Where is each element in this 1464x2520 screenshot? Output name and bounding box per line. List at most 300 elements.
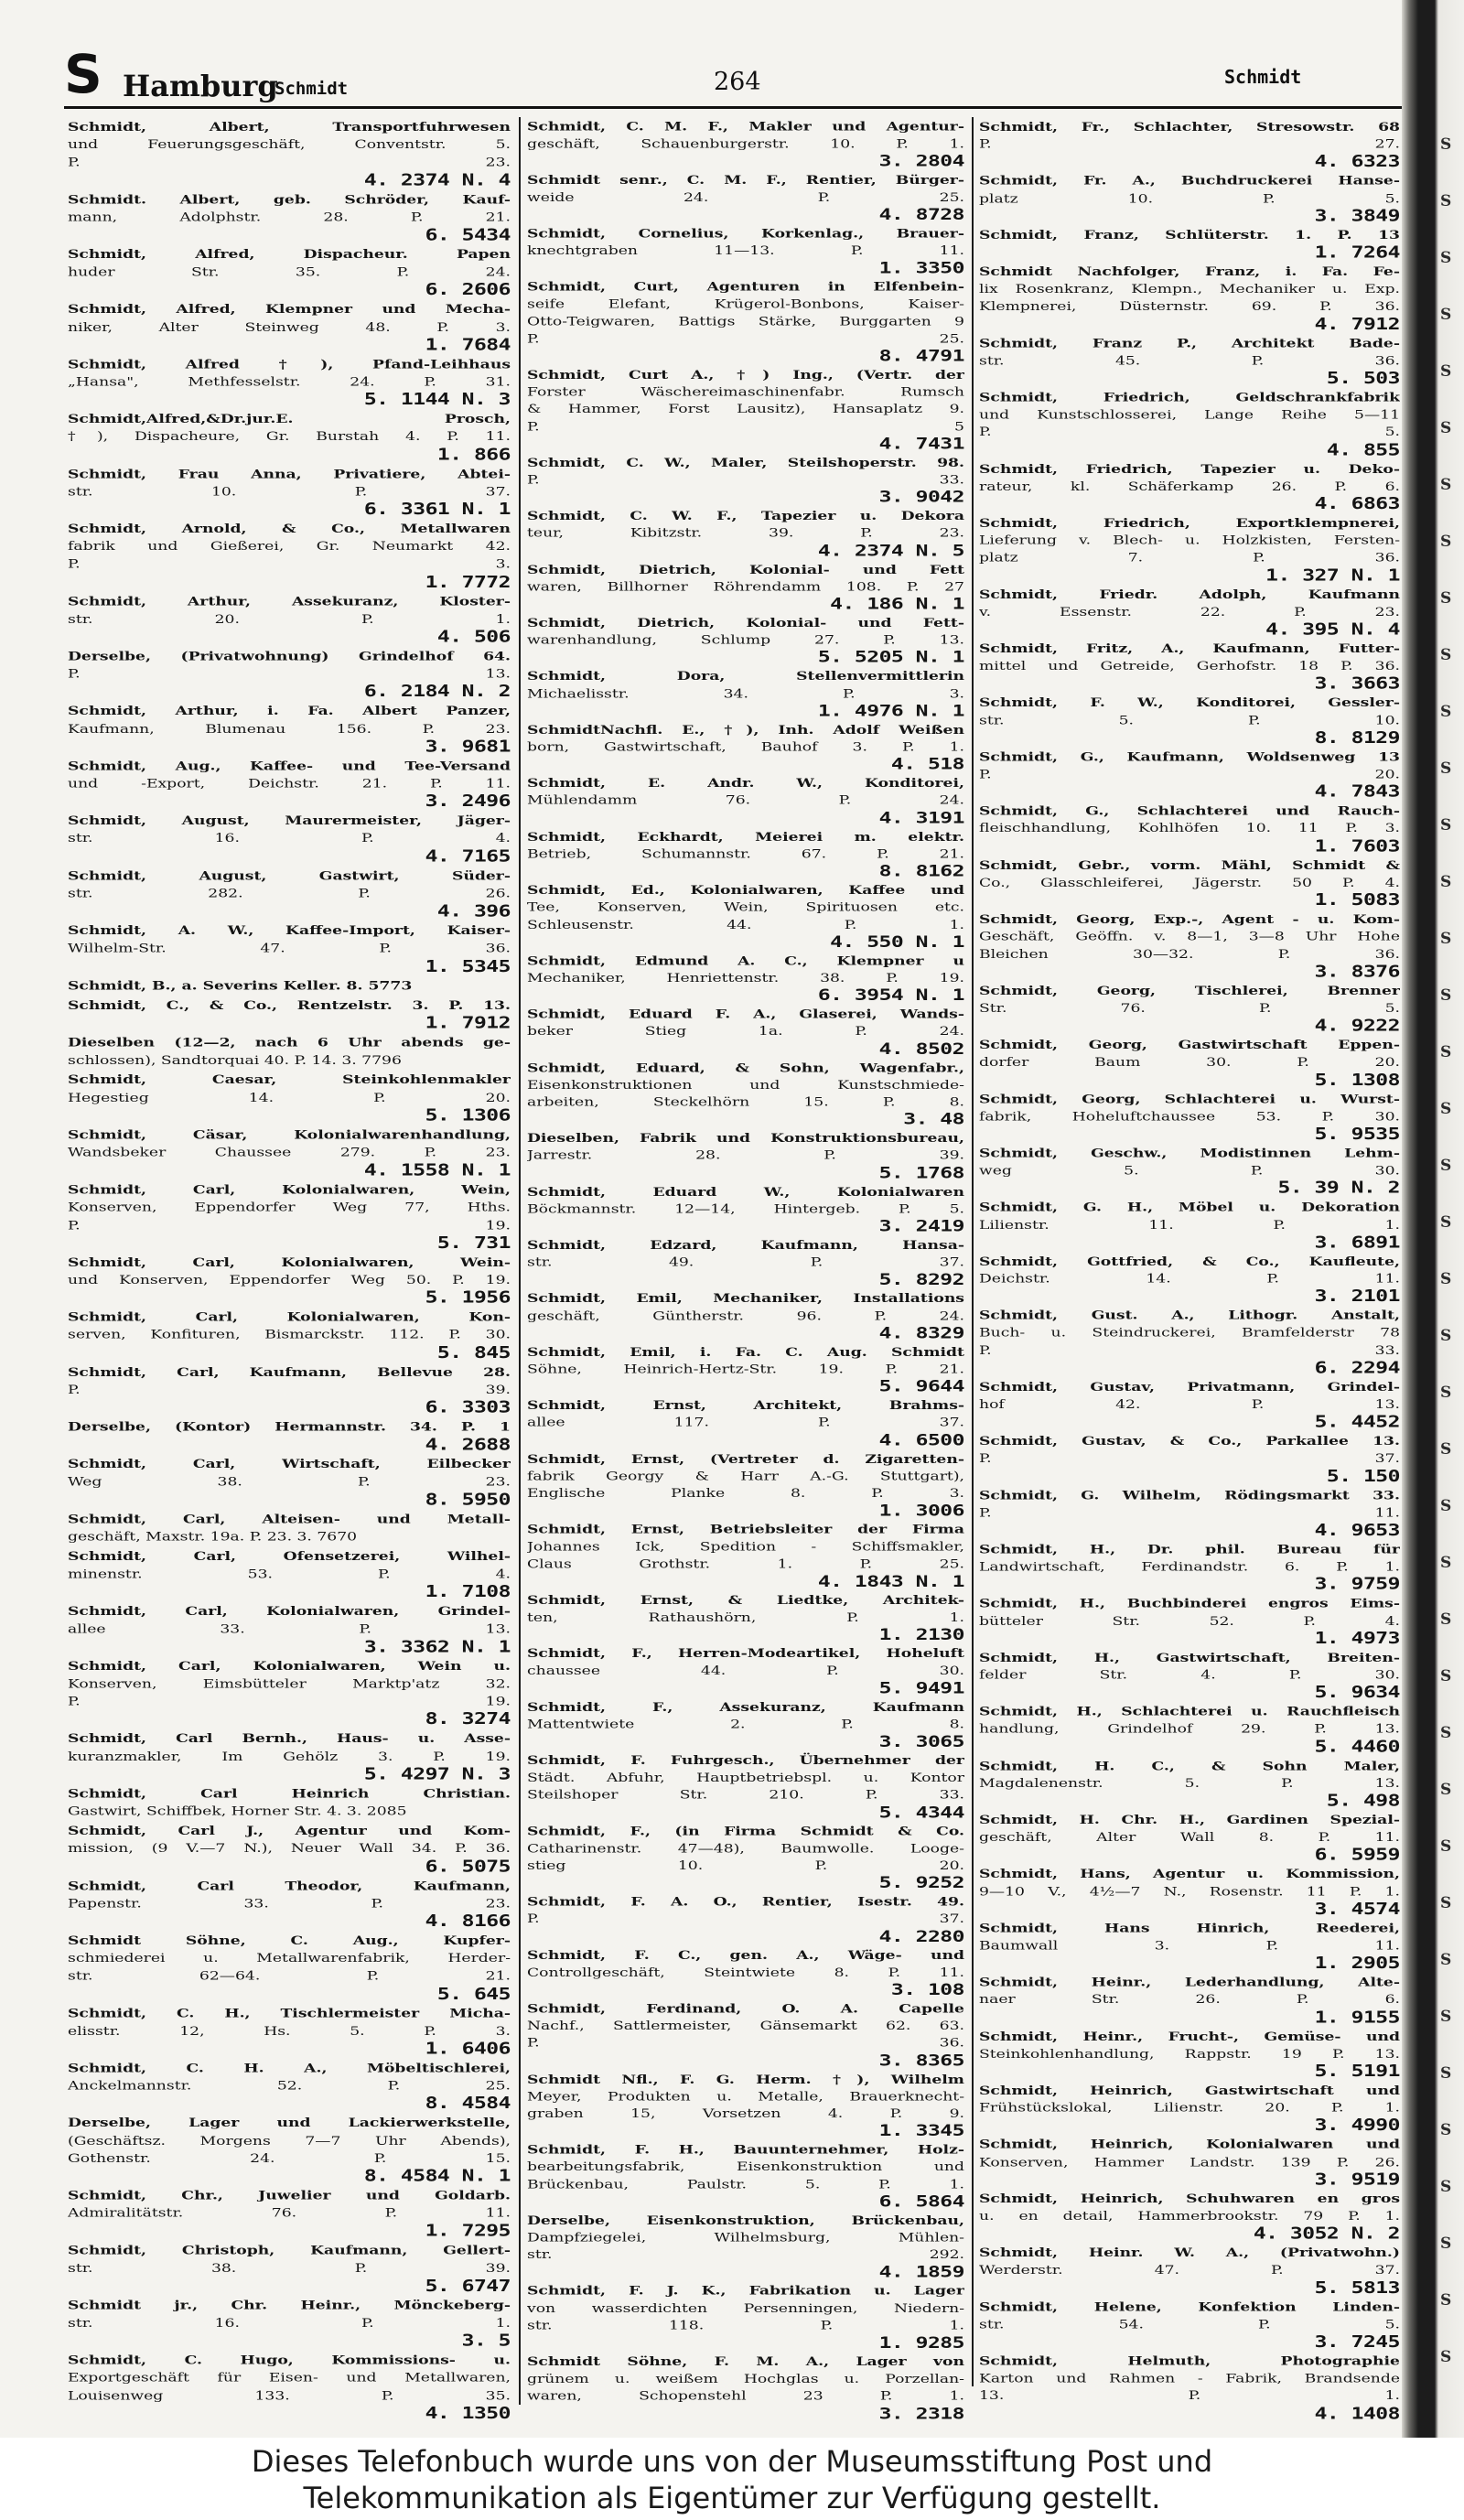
directory-entry: [68, 191, 511, 244]
entry-name-line: Schmidt, Eckhardt, Meierei m. elektr.: [527, 830, 964, 845]
entry-name-line: Schmidt, Fr. A., Buchdruckerei Hanse-: [979, 174, 1400, 188]
entry-name-line: Schmidt, Friedrich, Tapezier u. Deko-: [979, 462, 1400, 477]
phone-number: 5. 731: [436, 1233, 511, 1253]
entry-detail-line: Söhne, Heinrich-Hertz-Str. 19. P. 21.: [527, 1362, 964, 1377]
entry-detail-line: Baumwall 3. P. 11.: [979, 1939, 1400, 1954]
bleed-glyph: S: [1440, 2008, 1452, 2026]
phone-number: 3. 9681: [425, 738, 511, 757]
phone-number: 4. 6500: [878, 1431, 964, 1449]
directory-entry: [979, 336, 1400, 388]
directory-entry: [979, 119, 1400, 171]
directory-entry: [527, 509, 964, 560]
entry-name-line: Schmidt, Georg, Schlachterei u. Wurst-: [979, 1092, 1400, 1107]
entry-name-line: Schmidt, H., Dr. phil. Bureau für: [979, 1543, 1400, 1557]
bleed-glyph: S: [1440, 2064, 1452, 2083]
entry-name-line: Schmidt, Carl, Alteisen- und Metall-: [68, 1512, 511, 1527]
phone-number: 8. 4584: [425, 2095, 511, 2114]
directory-entry: [979, 2137, 1400, 2189]
entry-detail-line: naer Str. 26. P. 6.: [979, 1993, 1400, 2008]
directory-entry: [527, 226, 964, 277]
directory-entry: [527, 1131, 964, 1182]
entry-name-line: Schmidt, Geschw., Modistinnen Lehm-: [979, 1147, 1400, 1161]
bleed-glyph: S: [1440, 986, 1452, 1005]
phone-number: 1. 7684: [425, 336, 511, 354]
phone-number: 1. 3006: [878, 1502, 964, 1520]
phone-number: 5. 6747: [425, 2277, 511, 2296]
entry-detail-line: schlossen), Sandtorquai 40. P. 14. 3. 7796: [68, 1053, 402, 1068]
entry-detail-line: Mühlendamm 76. P. 24.: [527, 793, 964, 808]
directory-entry: [979, 983, 1400, 1035]
entry-name-line: Schmidt, Carl, Kolonialwaren, Grindel-: [68, 1604, 511, 1619]
bleed-glyph: S: [1440, 1270, 1452, 1288]
entry-detail-line: geschäft, Schauenburgerstr. 10. P. 1.: [527, 137, 964, 152]
directory-entry: [527, 615, 964, 666]
entry-detail-line: str. 20. P. 1.: [68, 612, 511, 627]
phone-number: 3. 9519: [1314, 2170, 1400, 2190]
entry-name-line: Schmidt, C. W. F., Tapezier u. Dekora: [527, 510, 964, 523]
entry-detail-line: P. 33.: [979, 1343, 1400, 1358]
entry-name-line: Schmidt, Heinrich, Schuhwaren en gros: [979, 2192, 1400, 2206]
entry-name-line: Schmidt, Carl, Ofensetzerei, Wilhel-: [68, 1549, 511, 1564]
entry-name-line: Schmidt, Carl, Kolonialwaren, Wein-: [68, 1255, 511, 1270]
entry-detail-line: Jarrestr. 28. P. 39.: [527, 1148, 964, 1163]
phone-number: 4. 506: [436, 628, 511, 647]
entry-detail-line: Buch- u. Steindruckerei, Bramfelderstr 78: [979, 1326, 1400, 1341]
entry-name-line: Schmidt, Ernst, Betriebsleiter der Firma: [527, 1523, 964, 1537]
entry-name-line: Schmidt, Gebr., vorm. Mähl, Schmidt &: [979, 858, 1400, 873]
phone-number: 5. 503: [1326, 369, 1400, 388]
phone-number: 8. 8162: [878, 862, 964, 881]
phone-number: 1. 3350: [878, 259, 964, 277]
directory-entry: [979, 1433, 1400, 1485]
entry-name-line: Schmidt, Carl Bernh., Haus- u. Asse-: [68, 1731, 511, 1747]
entry-detail-line: (Geschäftsz. Morgens 7—7 Uhr Abends),: [68, 2134, 511, 2148]
entry-name-line: Schmidt, Edmund A. C., Klempner u: [527, 954, 964, 968]
phone-number: 5. 498: [1326, 1792, 1400, 1811]
phone-number: 1. 5345: [425, 957, 511, 975]
entry-name-line: Schmidt Nachfolger, Franz, i. Fa. Fe-: [979, 264, 1400, 280]
phone-number: 4. 855: [1326, 440, 1400, 459]
entry-detail-line: weide 24. P. 25.: [527, 190, 964, 205]
archive-footer: [0, 2438, 1464, 2520]
phone-number: 5. 4297 N. 3: [363, 1765, 511, 1784]
directory-entry: [979, 803, 1400, 856]
entry-detail-line: Karton und Rahmen - Fabrik, Brandsende: [979, 2372, 1400, 2386]
entry-detail-line: P. 27.: [979, 137, 1400, 152]
entry-name-line: Schmidt, F., Herren-Modeartikel, Hoheluft: [527, 1647, 964, 1662]
entry-detail-line: Kaufmann, Blumenau 156. P. 23.: [68, 722, 511, 737]
entry-name-line: Schmidt, Hans Hinrich, Reederei,: [979, 1922, 1400, 1936]
entry-name-line: Schmidt, F. J. K., Fabrikation u. Lager: [527, 2284, 964, 2299]
directory-entry: [979, 1704, 1400, 1756]
directory-entry: [527, 1753, 964, 1822]
phone-number: 4. 550 N. 1: [830, 932, 964, 952]
phone-number: 4. 1408: [1314, 2404, 1400, 2423]
entry-detail-line: Magdalenenstr. 5. P. 13.: [979, 1776, 1400, 1791]
directory-entry: [527, 882, 964, 951]
entry-name-line: Schmidt, F. A. O., Rentier, Isestr. 49.: [527, 1895, 964, 1910]
entry-detail-line: str. 16. P. 1.: [68, 2316, 511, 2331]
entry-detail-line: stieg 10. P. 20.: [527, 1858, 964, 1873]
directory-entry: [979, 641, 1400, 693]
entry-detail-line: Catharinenstr. 47—48), Baumwolle. Looge-: [527, 1841, 964, 1856]
entry-detail-line: Wilhelm-Str. 47. P. 36.: [68, 942, 511, 956]
phone-number: 3. 48: [903, 1110, 964, 1129]
directory-entry: [979, 390, 1400, 459]
entry-name-line: Schmidt, F., Assekuranz, Kaufmann: [527, 1700, 964, 1715]
entry-detail-line: geschäft, Güntherstr. 96. P. 24.: [527, 1309, 964, 1323]
phone-number: 5. 1956: [425, 1288, 511, 1308]
directory-entry: [979, 1866, 1400, 1918]
directory-entry: [527, 2001, 964, 2070]
bleed-glyph: S: [1440, 249, 1452, 267]
directory-entry: [527, 1522, 964, 1590]
entry-detail-line: Geschäft, Geöffn. v. 8—1, 3—8 Uhr Hohe: [979, 930, 1400, 944]
entry-detail-line: Mechaniker, Henriettenstr. 38. P. 19.: [527, 971, 964, 985]
directory-entry: [527, 2354, 964, 2423]
phone-number: 1. 2130: [878, 1626, 964, 1644]
directory-column-3: [979, 119, 1400, 2425]
entry-name-line: Derselbe, (Kontor) Hermannstr. 34. P. 1: [68, 1420, 511, 1435]
entry-detail-line: Otto-Teigwaren, Battigs Stärke, Burggarten 9: [527, 315, 964, 329]
entry-name-line: Schmidt, Eduard F. A., Glaserei, Wands-: [527, 1007, 964, 1022]
entry-name-line: Schmidt, Arthur, Assekuranz, Kloster-: [68, 594, 511, 609]
phone-number: 4. 9653: [1314, 1521, 1400, 1540]
bleed-glyph: S: [1440, 589, 1452, 608]
directory-entry: [527, 1184, 964, 1235]
directory-entry: [979, 1146, 1400, 1198]
entry-detail-line: und Konserven, Eppendorfer Weg 50. P. 19.: [68, 1273, 511, 1287]
directory-entry: [527, 172, 964, 223]
entry-detail-line: P. 25.: [527, 332, 964, 346]
entry-name-line: Schmidt jr., Chr. Heinr., Mönckeberg-: [68, 2299, 511, 2313]
directory-entry: [527, 1894, 964, 1945]
phone-number: 6. 2294: [1314, 1359, 1400, 1377]
directory-entry: [68, 1419, 511, 1454]
entry-name-line: Schmidt Söhne, F. M. A., Lager von: [527, 2355, 964, 2369]
directory-entry: [68, 2298, 511, 2351]
entry-detail-line: Böckmannstr. 12—14, Hintergeb. P. 5.: [527, 1202, 964, 1217]
phone-number: 5. 9535: [1314, 1125, 1400, 1144]
entry-name-line: Schmidt, H., Schlachterei u. Rauchfleisch: [979, 1705, 1400, 1719]
entry-name-line: Schmidt, Helene, Konfektion Linden-: [979, 2300, 1400, 2315]
entry-name-line: Schmidt, H., Gastwirtschaft, Breiten-: [979, 1651, 1400, 1665]
entry-detail-line: P. 36.: [527, 2036, 964, 2051]
entry-detail-line: Co., Glasschleiferei, Jägerstr. 50 P. 4.: [979, 876, 1400, 890]
directory-entry: [527, 1237, 964, 1288]
bleed-glyph: S: [1440, 873, 1452, 891]
entry-detail-line: Hegestieg 14. P. 20.: [68, 1091, 511, 1105]
column-divider: [972, 117, 974, 2386]
directory-entry: [979, 1379, 1400, 1431]
phone-number: 5. 8292: [878, 1271, 964, 1289]
directory-entry: [68, 1933, 511, 2003]
phone-number: 8. 4791: [878, 347, 964, 365]
entry-name-line: Schmidt, Carl, Wirtschaft, Eilbecker: [68, 1457, 511, 1472]
bleed-glyph: S: [1440, 135, 1452, 154]
phone-number: 3. 6891: [1314, 1233, 1400, 1252]
entry-name-line: Schmidt, Curt A., †) Ing., (Vertr. der: [527, 368, 964, 382]
entry-name-line: Schmidt, Arthur, i. Fa. Albert Panzer,: [68, 704, 511, 719]
directory-entry: [527, 1699, 964, 1750]
entry-name-line: Schmidt, Eduard W., Kolonialwaren: [527, 1185, 964, 1200]
entry-detail-line: seife Elefant, Krügerol-Bonbons, Kaiser-: [527, 297, 964, 312]
entry-name-line: Dieselben, Fabrik und Konstruktionsbureau,: [527, 1132, 964, 1146]
bleed-glyph: S: [1440, 1384, 1452, 1402]
phone-number: 4. 9222: [1314, 1017, 1400, 1036]
phone-number: 4. 1350: [425, 2404, 511, 2423]
entry-name-line: Schmidt, H. C., & Sohn Maler,: [979, 1759, 1400, 1773]
bleed-glyph: S: [1440, 759, 1452, 778]
entry-detail-line: und -Export, Deichstr. 21. P. 11.: [68, 777, 511, 792]
directory-entry: [979, 2083, 1400, 2135]
section-letter: S: [64, 43, 102, 105]
entry-detail-line: str. 10. P. 37.: [68, 484, 511, 500]
entry-detail-line: Michaelisstr. 34. P. 3.: [527, 687, 964, 701]
entry-detail-line: P. 3.: [68, 557, 511, 572]
phone-number: 4. 1843 N. 1: [817, 1572, 964, 1591]
entry-detail-line: Eisenkonstruktionen und Kunstschmiede-: [527, 1078, 964, 1093]
entry-detail-line: P. 37.: [527, 1912, 964, 1927]
bleed-glyph: S: [1440, 1440, 1452, 1459]
directory-entry: [979, 515, 1400, 585]
directory-entry: [979, 1596, 1400, 1648]
directory-entry: [979, 2299, 1400, 2352]
directory-entry: [68, 593, 511, 646]
directory-entry: [68, 1878, 511, 1931]
entry-name-line: Schmidt, G. H., Möbel u. Dekoration: [979, 1201, 1400, 1215]
entry-detail-line: felder Str. 4. P. 30.: [979, 1668, 1400, 1683]
bleed-glyph: S: [1440, 646, 1452, 664]
entry-detail-line: Nachf., Sattlermeister, Gänsemarkt 62. 63.: [527, 2019, 964, 2033]
directory-entry: [68, 758, 511, 811]
entry-detail-line: Weg 38. P. 23.: [68, 1475, 511, 1490]
entry-detail-line: rateur, kl. Schäferkamp 26. P. 6.: [979, 479, 1400, 494]
entry-detail-line: Betrieb, Schumannstr. 67. P. 21.: [527, 847, 964, 862]
directory-entry: [68, 1785, 511, 1821]
entry-detail-line: 9—10 V., 4½—7 N., Rosenstr. 11 P. 1.: [979, 1884, 1400, 1900]
directory-entry: [68, 521, 511, 591]
entry-detail-line: handlung, Grindelhof 29. P. 13.: [979, 1722, 1400, 1737]
phone-number: 5. 150: [1326, 1467, 1400, 1486]
phone-number: 4. 8502: [878, 1039, 964, 1059]
entry-detail-line: str. 54. P. 5.: [979, 2318, 1400, 2332]
directory-entry: [979, 2245, 1400, 2297]
entry-detail-line: v. Essenstr. 22. P. 23.: [979, 605, 1400, 619]
entry-detail-line: huder Str. 35. P. 24.: [68, 265, 511, 280]
entry-detail-line: fabrik Georgy & Harr A.-G. Stuttgart),: [527, 1470, 964, 1484]
entry-name-line: Schmidt, Christoph, Kaufmann, Gellert-: [68, 2244, 511, 2258]
phone-number: 5. 645: [436, 1985, 511, 2004]
phone-number: 5. 1144 N. 3: [363, 390, 511, 409]
directory-entry: [527, 1291, 964, 1342]
entry-detail-line: P. 13.: [68, 667, 511, 682]
entry-detail-line: platz 10. P. 5.: [979, 191, 1400, 206]
entry-name-line: Schmidt, A. W., Kaffee-Import, Kaiser-: [68, 923, 511, 939]
running-head-left: Schmidt: [274, 79, 349, 99]
entry-name-line: Schmidt, Heinr. W. A., (Privatwohn.): [979, 2245, 1400, 2261]
directory-entry: [68, 997, 511, 1032]
bleed-glyph: S: [1440, 1894, 1452, 1912]
entry-detail-line: P. 39.: [68, 1383, 511, 1397]
entry-detail-line: waren, Schopenstehl 23 P. 1.: [527, 2389, 964, 2404]
directory-entry: [68, 1603, 511, 1656]
entry-detail-line: P. 20.: [979, 768, 1400, 782]
phone-number: 3. 3065: [878, 1732, 964, 1751]
directory-entry: [527, 2142, 964, 2211]
directory-entry: [979, 227, 1400, 262]
phone-number: 5. 4460: [1314, 1738, 1400, 1756]
bleed-glyph: S: [1440, 1327, 1452, 1345]
bleed-glyph: S: [1440, 2235, 1452, 2253]
phone-number: 4. 1859: [878, 2263, 964, 2282]
phone-number: 5. 5191: [1314, 2062, 1400, 2081]
entry-name-line: Schmidt, Ed., Kolonialwaren, Kaffee und: [527, 883, 964, 898]
entry-name-line: Schmidt, Carl, Kolonialwaren, Wein,: [68, 1182, 511, 1198]
entry-detail-line: grünem u. weißem Hochglas u. Porzellan-: [527, 2372, 964, 2386]
entry-name-line: Schmidt, Alfred †), Pfand-Leihhaus: [68, 357, 511, 372]
directory-column-1: [68, 119, 511, 2425]
phone-number: 3. 2101: [1314, 1287, 1400, 1306]
entry-name-line: Schmidt, Gustav, & Co., Parkallee 13.: [979, 1434, 1400, 1448]
entry-detail-line: minenstr. 53. P. 4.: [68, 1567, 511, 1582]
entry-name-line: Schmidt, Cornelius, Korkenlag., Brauer-: [527, 227, 964, 242]
directory-entry: [527, 1592, 964, 1643]
entry-detail-line: weg 5. P. 30.: [979, 1164, 1400, 1179]
entry-name-line: Schmidt, Heinrich, Kolonialwaren und: [979, 2138, 1400, 2152]
entry-detail-line: Wandsbeker Chaussee 279. P. 23.: [68, 1146, 511, 1160]
entry-detail-line: str. 45. P. 36.: [979, 354, 1400, 369]
page-number: 264: [714, 68, 761, 96]
entry-detail-line: lix Rosenkranz, Klempn., Mechaniker u. Exp.: [979, 282, 1400, 297]
entry-name-line: Schmidt, Ernst, Architekt, Brahms-: [527, 1399, 964, 1413]
phone-number: 3. 8365: [878, 2052, 964, 2070]
phone-number: 5. 4344: [878, 1804, 964, 1822]
phone-number: 3. 9759: [1314, 1575, 1400, 1594]
phone-number: 4. 2688: [425, 1436, 511, 1454]
directory-entry: [527, 455, 964, 506]
bleed-glyph: S: [1440, 533, 1452, 551]
directory-entry: [979, 2353, 1400, 2423]
directory-entry: [68, 1658, 511, 1728]
phone-number: 5. 5813: [1314, 2278, 1400, 2298]
phone-number: 1. 2905: [1314, 1954, 1400, 1973]
entry-detail-line: Forster Wäschereimaschinenfabr. Rumsch: [527, 385, 964, 400]
entry-name-line: Schmidt, Dietrich, Kolonial- und Fett-: [527, 616, 964, 630]
phone-number: 5. 9644: [878, 1377, 964, 1396]
entry-name-line: Schmidt, C. W., Maler, Steilshoperstr. 98.: [527, 456, 964, 470]
directory-entry: [527, 2283, 964, 2352]
entry-detail-line: Englische Planke 8. P. 3.: [527, 1486, 964, 1501]
directory-entry: [979, 1308, 1400, 1377]
entry-detail-line: P. 23.: [68, 156, 511, 170]
entry-name-line: Schmidt, Frau Anna, Privatiere, Abtei-: [68, 467, 511, 481]
footer-line-1: Dieses Telefonbuch wurde uns von der Museumsstiftung Post und: [251, 2444, 1213, 2479]
entry-name-line: Schmidt, F. H., Bauunternehmer, Holz-: [527, 2143, 964, 2158]
entry-detail-line: Admiralitätstr. 76. P. 11.: [68, 2206, 511, 2221]
entry-detail-line: Bleichen 30—32. P. 36.: [979, 947, 1400, 962]
entry-detail-line: P. 37.: [979, 1451, 1400, 1466]
phone-number: 5. 4452: [1314, 1413, 1400, 1432]
directory-entry: [527, 1344, 964, 1395]
bleed-glyph: S: [1440, 703, 1452, 721]
entry-detail-line: geschäft, Maxstr. 19a. P. 23. 3. 7670: [68, 1530, 358, 1545]
bleed-glyph: S: [1440, 362, 1452, 381]
directory-entry: [68, 356, 511, 409]
phone-number: 1. 4976 N. 1: [817, 702, 964, 720]
phone-number: 5. 5205 N. 1: [817, 649, 964, 667]
phone-number: 4. 186 N. 1: [830, 595, 964, 614]
bleed-glyph: S: [1440, 476, 1452, 494]
entry-name-line: Schmidt, Helmuth, Photographie: [979, 2354, 1400, 2369]
entry-detail-line: Mattentwiete 2. P. 8.: [527, 1718, 964, 1732]
entry-detail-line: P. 5: [527, 419, 964, 434]
entry-detail-line: Lieferung v. Blech- u. Holzkisten, Fersten-: [979, 533, 1400, 548]
bleed-glyph: S: [1440, 1724, 1452, 1742]
entry-detail-line: u. en detail, Hammerbrookstr. 79 P. 1.: [979, 2209, 1400, 2224]
entry-detail-line: Gastwirt, Schiffbek, Horner Str. 4. 3. 2085: [68, 1804, 407, 1819]
entry-detail-line: Gothenstr. 24. P. 15.: [68, 2151, 511, 2166]
directory-entry: [979, 264, 1400, 333]
directory-entry: [979, 2029, 1400, 2081]
entry-name-line: Schmidt, Franz P., Architekt Bade-: [979, 337, 1400, 351]
entry-detail-line: Steinkohlenhandlung, Rappstr. 19 P. 13.: [979, 2047, 1400, 2062]
entry-name-line: Schmidt, Albert, Transportfuhrwesen: [68, 120, 511, 135]
directory-entry: [527, 1007, 964, 1058]
directory-entry: [68, 119, 511, 189]
bleed-glyph: S: [1440, 1100, 1452, 1118]
phone-number: 5. 1308: [1314, 1071, 1400, 1090]
entry-name-line: Schmidt, Carl Theodor, Kaufmann,: [68, 1879, 511, 1893]
directory-entry: [68, 648, 511, 701]
entry-name-line: Schmidt Söhne, C. Aug., Kupfer-: [68, 1933, 511, 1948]
entry-detail-line: Klempnerei, Düsternstr. 69. P. 36.: [979, 299, 1400, 315]
phone-number: 4. 3191: [878, 809, 964, 827]
phone-number: 1. 7295: [425, 2222, 511, 2241]
entry-detail-line: geschäft, Alter Wall 8. P. 11.: [979, 1830, 1400, 1845]
entry-detail-line: fleischhandlung, Kohlhöfen 10. 11 P. 3.: [979, 822, 1400, 836]
entry-detail-line: str. 118. P. 1.: [527, 2319, 964, 2333]
entry-detail-line: Controllgeschäft, Steintwiete 8. P. 11.: [527, 1965, 964, 1980]
entry-detail-line: Schleusenstr. 44. P. 1.: [527, 918, 964, 932]
entry-detail-line: mittel und Getreide, Gerhofstr. 18 P. 36.: [979, 659, 1400, 673]
phone-number: 3. 3663: [1314, 674, 1400, 694]
entry-name-line: Schmidt, C. Hugo, Kommissions- u.: [68, 2353, 511, 2368]
entry-detail-line: fabrik und Gießerei, Gr. Neumarkt 42.: [68, 539, 511, 555]
entry-detail-line: chaussee 44. P. 30.: [527, 1664, 964, 1678]
directory-entry: [68, 813, 511, 866]
directory-entry: [527, 1398, 964, 1449]
directory-entry: [527, 2213, 964, 2281]
directory-entry: [527, 119, 964, 170]
phone-number: 5. 9252: [878, 1874, 964, 1892]
phone-number: 4. 395 N. 4: [1265, 620, 1400, 640]
phone-number: 3. 5: [461, 2332, 511, 2351]
bleed-glyph: S: [1440, 419, 1452, 437]
entry-detail-line: niker, Alter Steinweg 48. P. 3.: [68, 320, 511, 335]
phone-number: 5. 39 N. 2: [1277, 1179, 1400, 1198]
entry-detail-line: str. 38. P. 39.: [68, 2261, 511, 2276]
entry-detail-line: P. 19.: [68, 1218, 511, 1233]
phone-number: 4. 518: [890, 755, 964, 774]
phone-number: 8. 8129: [1314, 728, 1400, 748]
phone-number: 4. 7843: [1314, 782, 1400, 802]
directory-entry: [979, 1254, 1400, 1306]
entry-name-line: Schmidt, Dora, Stellenvermittlerin: [527, 670, 964, 684]
phone-number: 1. 7912: [425, 1014, 511, 1033]
bleed-glyph: S: [1440, 1554, 1452, 1572]
phone-number: 3. 2804: [878, 152, 964, 171]
